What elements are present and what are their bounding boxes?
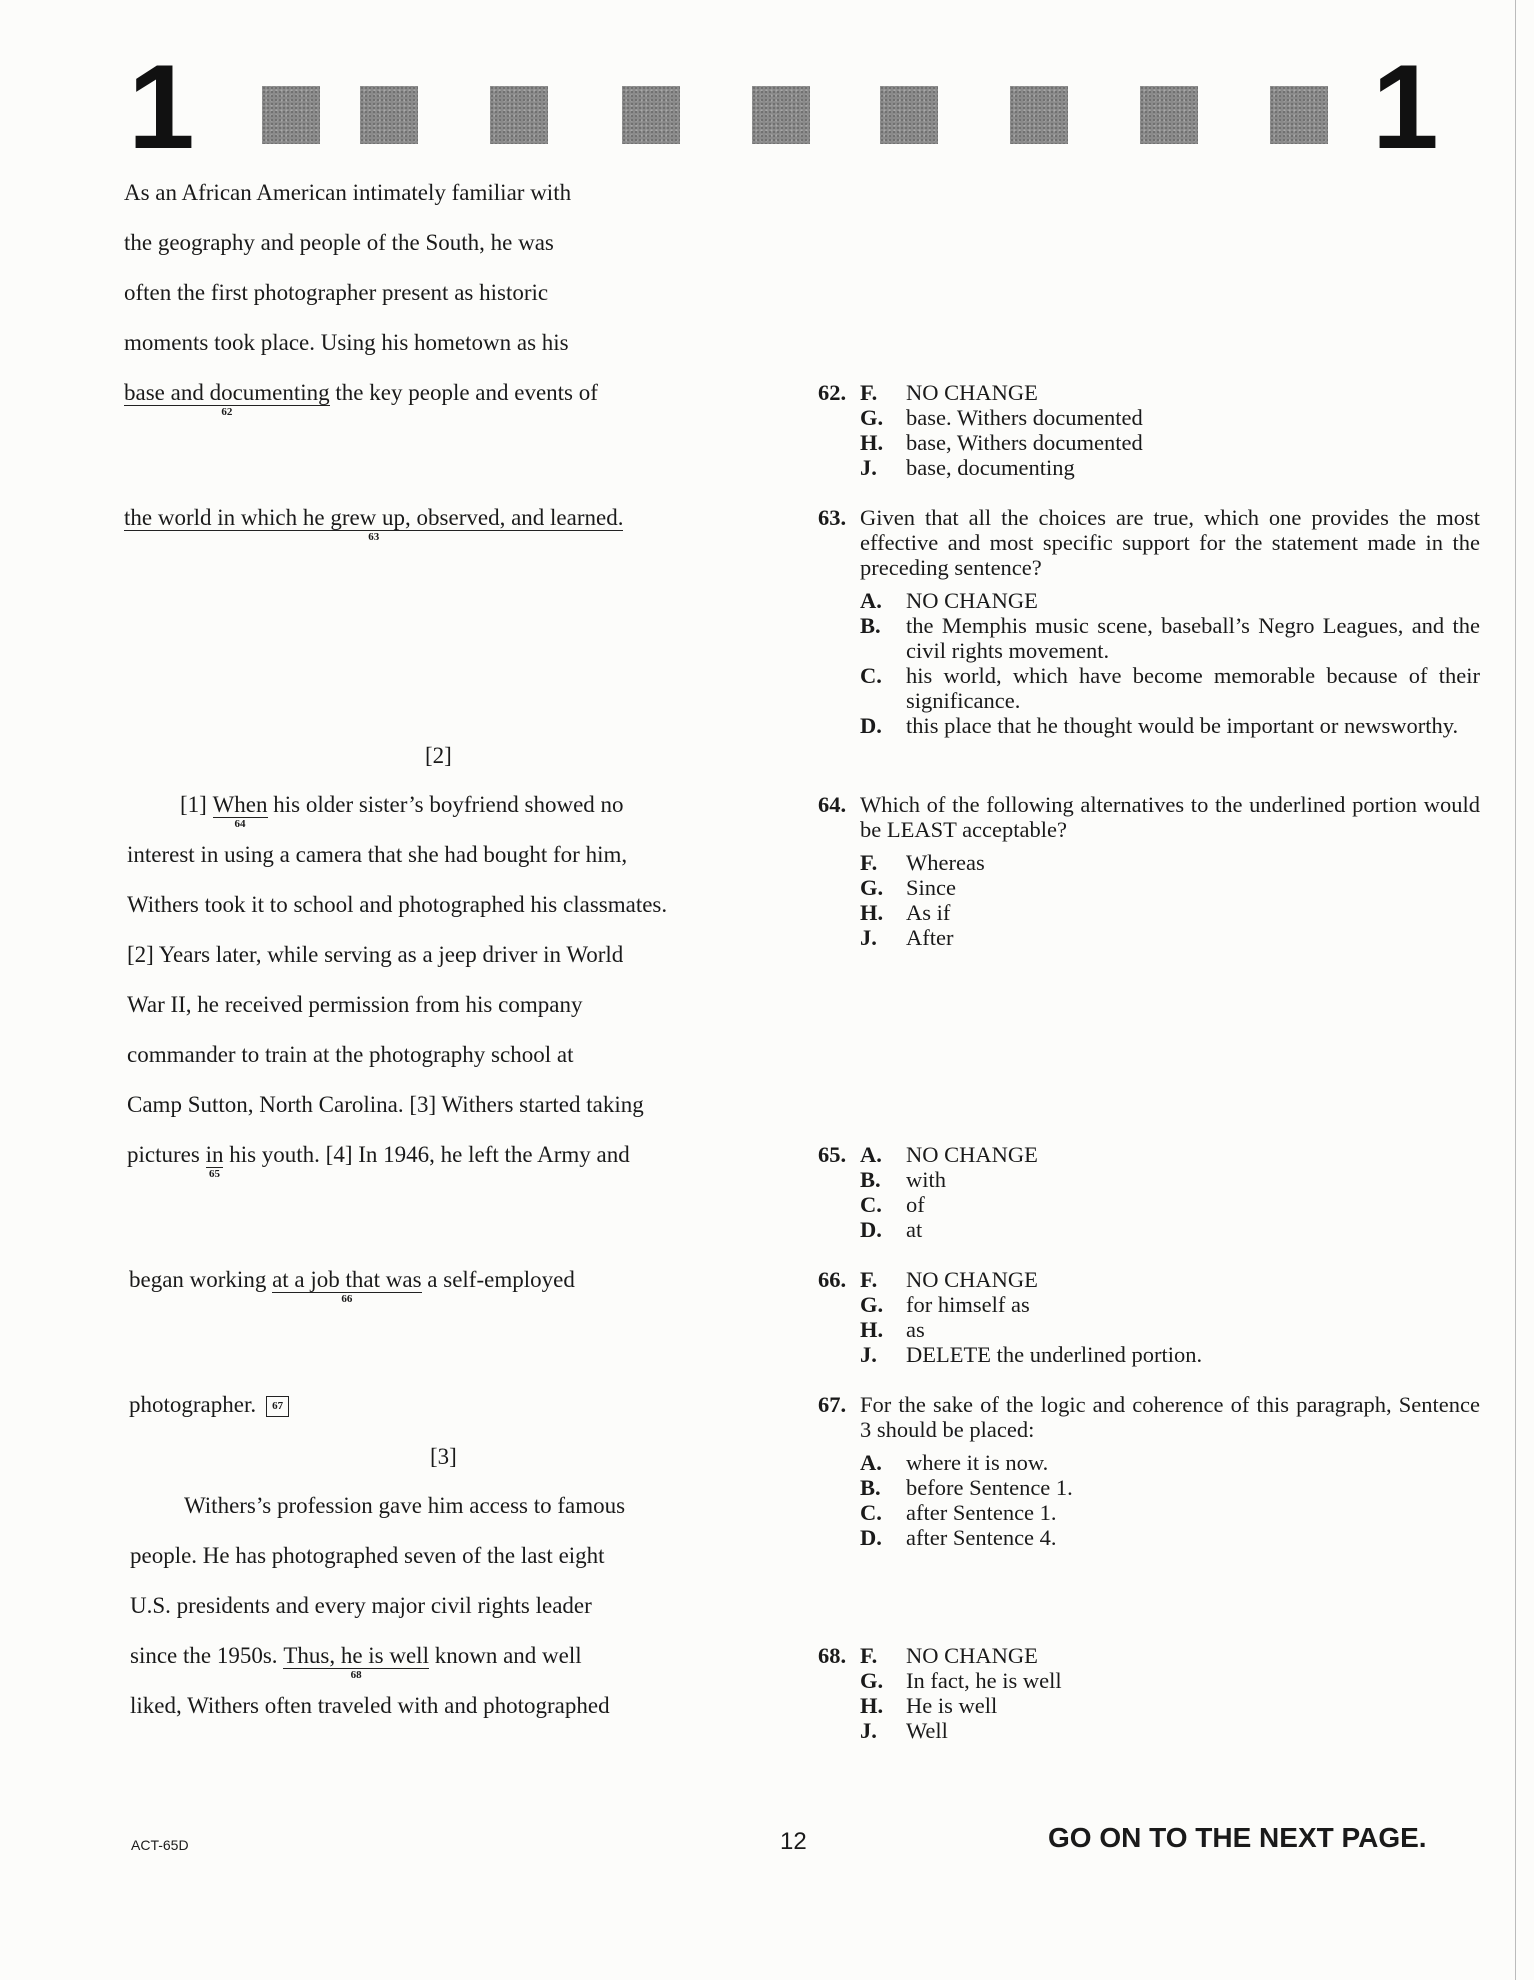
header-square: [1270, 86, 1328, 144]
next-page-instruction: GO ON TO THE NEXT PAGE.: [1048, 1822, 1427, 1853]
paragraph-label: [2]: [425, 743, 452, 768]
passage-line: [1] When 64 his older sister’s boyfriend showed no: [180, 792, 624, 831]
option[interactable]: F. Whereas: [860, 850, 985, 875]
option[interactable]: C. of: [860, 1192, 925, 1217]
option[interactable]: H. base, Withers documented: [860, 430, 1143, 455]
option[interactable]: F. NO CHANGE: [860, 1267, 1038, 1292]
option[interactable]: F. NO CHANGE: [860, 380, 1038, 405]
passage-line: moments took place. Using his hometown as his: [124, 330, 569, 355]
underlined-portion-62[interactable]: base and documenting 62: [124, 380, 330, 419]
underlined-portion-66[interactable]: at a job that was 66: [272, 1267, 422, 1306]
option[interactable]: G. for himself as: [860, 1292, 1030, 1317]
passage-line: As an African American intimately familiar with: [124, 180, 572, 205]
option[interactable]: A. NO CHANGE: [860, 588, 1038, 613]
question-marker: 63: [368, 531, 380, 544]
question-box-67[interactable]: 67: [266, 1396, 289, 1417]
passage-line: pictures in 65 his youth. [4] In 1946, he left the Army and: [127, 1142, 630, 1181]
option[interactable]: D. this place that he thought would be important or newsworthy.: [860, 713, 1459, 738]
option[interactable]: D. after Sentence 4.: [860, 1525, 1057, 1550]
question-marker: 65: [209, 1168, 220, 1181]
question-65: 65. A. NO CHANGE B. with C. of D. at: [818, 1142, 1480, 1242]
option[interactable]: B. with: [860, 1167, 947, 1192]
option[interactable]: A. NO CHANGE: [860, 1142, 1038, 1167]
passage-line: Withers took it to school and photographed his classmates.: [127, 892, 668, 917]
passage-line: the geography and people of the South, he was: [124, 230, 554, 255]
header-square: [752, 86, 810, 144]
option[interactable]: B. before Sentence 1.: [860, 1475, 1073, 1500]
option[interactable]: H. as: [860, 1317, 925, 1342]
passage-line: interest in using a camera that she had bought for him,: [127, 842, 628, 867]
underlined-portion-64[interactable]: When 64: [212, 792, 268, 831]
paragraph-label: [3]: [430, 1444, 457, 1469]
option[interactable]: H. He is well: [860, 1693, 998, 1718]
header-square: [360, 86, 418, 144]
passage-line: people. He has photographed seven of the last eight: [130, 1543, 605, 1568]
option[interactable]: C. after Sentence 1.: [860, 1500, 1057, 1525]
section-number-left: 1: [128, 40, 195, 174]
option[interactable]: F. NO CHANGE: [860, 1643, 1038, 1668]
question-67: 67. For the sake of the logic and coherence of this paragraph, Sentence 3 should be placed: A. where it is now. B. before Sentence 1. C. after Sentence 1. D. after Sentence 4.: [818, 1392, 1480, 1550]
option[interactable]: J. Well: [860, 1718, 948, 1743]
header-square: [490, 86, 548, 144]
header-square: [1140, 86, 1198, 144]
passage-line: War II, he received permission from his company: [127, 992, 583, 1017]
passage-line: Withers’s profession gave him access to famous: [184, 1493, 626, 1518]
option[interactable]: G. In fact, he is well: [860, 1668, 1062, 1693]
test-code: ACT-65D: [131, 1837, 189, 1853]
option[interactable]: J. After: [860, 925, 954, 950]
option[interactable]: C. his world, which have become memorable because of their significance.: [860, 663, 1480, 713]
passage-line: Camp Sutton, North Carolina. [3] Withers started taking: [127, 1092, 644, 1117]
underlined-portion-63[interactable]: the world in which he grew up, observed, and learned. 63: [124, 505, 624, 544]
passage-line: liked, Withers often traveled with and photographed: [130, 1693, 610, 1718]
page-binding-edge: [1515, 0, 1534, 1980]
passage-line: since the 1950s. Thus, he is well 68 known and well: [130, 1643, 582, 1682]
question-stem: Which of the following alternatives to the underlined portion would be LEAST acceptable?: [860, 792, 1480, 842]
question-63: 63. Given that all the choices are true, which one provides the most effective and most specific support for the statement made in the preceding sentence? A. NO CHANGE B. the Memphis music scene, baseball’s Negro Leagues, and the civil rights movement. C. his world, which have become memorable because of their significance. D. this place that he thought would be important or newsworthy.: [818, 505, 1480, 738]
option[interactable]: G. Since: [860, 875, 956, 900]
section-number-right: 1: [1372, 40, 1439, 174]
question-stem: For the sake of the logic and coherence of this paragraph, Sentence 3 should be placed:: [860, 1392, 1480, 1442]
option[interactable]: H. As if: [860, 900, 951, 925]
question-stem: Given that all the choices are true, which one provides the most effective and most specific support for the statement made in the preceding sentence?: [860, 505, 1480, 580]
question-62: 62. F. NO CHANGE G. base. Withers documented H. base, Withers documented J. base, documenting: [818, 380, 1480, 480]
header-square: [622, 86, 680, 144]
passage-line: base and documenting 62 the key people and events of: [124, 380, 598, 419]
passage-line: began working at a job that was 66 a self-employed: [129, 1267, 575, 1306]
question-64: 64. Which of the following alternatives to the underlined portion would be LEAST acceptable? F. Whereas G. Since H. As if J. After: [818, 792, 1480, 950]
header-square: [1010, 86, 1068, 144]
question-marker: 62: [221, 406, 233, 419]
passage-line: [124, 505, 624, 544]
passage-line: [2] Years later, while serving as a jeep driver in World: [127, 942, 624, 967]
passage-line: U.S. presidents and every major civil rights leader: [130, 1593, 592, 1618]
option[interactable]: J. base, documenting: [860, 455, 1075, 480]
header-square: [880, 86, 938, 144]
option[interactable]: D. at: [860, 1217, 923, 1242]
option[interactable]: A. where it is now.: [860, 1450, 1049, 1475]
option[interactable]: J. DELETE the underlined portion.: [860, 1342, 1203, 1367]
option[interactable]: G. base. Withers documented: [860, 405, 1143, 430]
question-66: 66. F. NO CHANGE G. for himself as H. as J. DELETE the underlined portion.: [818, 1267, 1480, 1367]
passage-line: often the first photographer present as historic: [124, 280, 549, 305]
page-number: 12: [780, 1828, 807, 1855]
header-square: [262, 86, 320, 144]
question-68: 68. F. NO CHANGE G. In fact, he is well H. He is well J. Well: [818, 1643, 1480, 1743]
passage-line: photographer. 67: [129, 1392, 289, 1418]
question-marker: 66: [341, 1293, 353, 1306]
underlined-portion-68[interactable]: Thus, he is well 68: [283, 1643, 429, 1682]
question-marker: 68: [350, 1669, 362, 1682]
passage-line: commander to train at the photography school at: [127, 1042, 574, 1067]
option[interactable]: B. the Memphis music scene, baseball’s Negro Leagues, and the civil rights movement.: [860, 613, 1480, 663]
question-marker: 64: [234, 818, 246, 831]
underlined-portion-65[interactable]: in 65: [205, 1142, 224, 1181]
